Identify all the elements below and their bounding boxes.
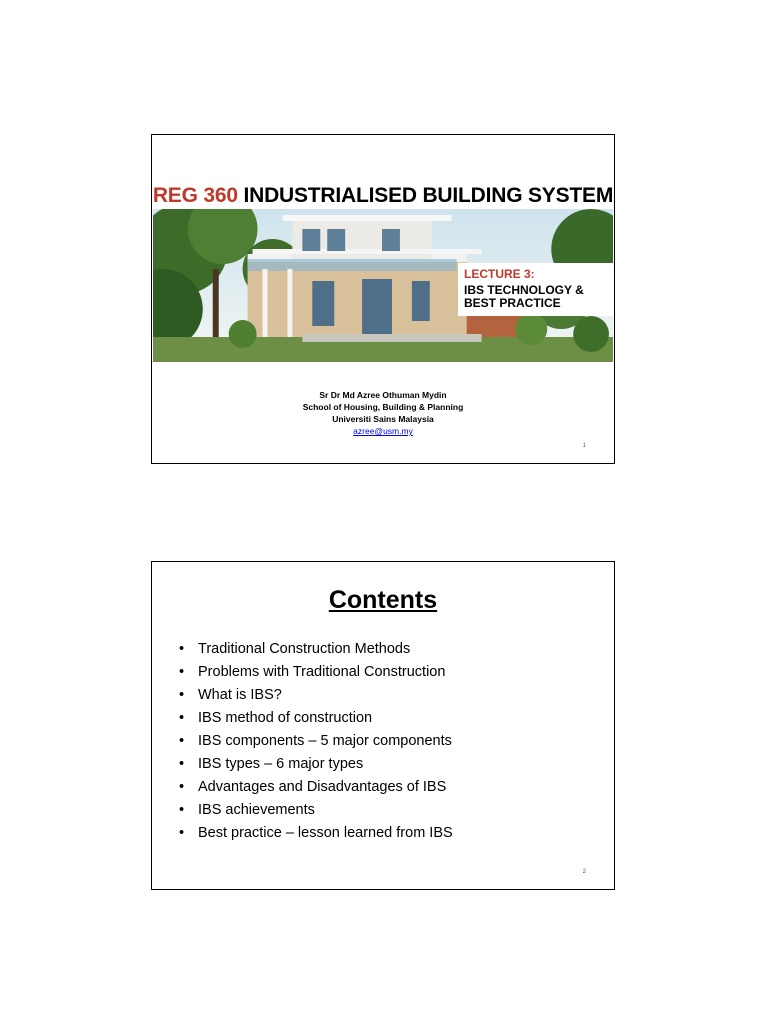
slide-2: [151, 561, 615, 890]
list-item: • Traditional Construction Methods: [179, 638, 453, 661]
list-item: • IBS types – 6 major types: [179, 753, 453, 776]
lecture-topic-line-1: IBS TECHNOLOGY &: [464, 283, 584, 297]
course-name: INDUSTRIALISED BUILDING SYSTEM: [237, 184, 614, 207]
author-block: [152, 389, 614, 437]
lecture-topic: [464, 284, 608, 310]
contents-title: Contents: [328, 586, 438, 614]
lecture-label-box: [458, 263, 614, 316]
list-item: • Best practice – lesson learned from IBS: [179, 822, 453, 845]
list-item: • Advantages and Disadvantages of IBS: [179, 776, 453, 799]
lecture-topic-line-2: BEST PRACTICE: [464, 296, 561, 310]
list-item: • Problems with Traditional Construction: [179, 661, 453, 684]
contents-list: [179, 638, 453, 845]
lecture-number: LECTURE 3:: [464, 267, 535, 281]
course-code: REG 360: [152, 184, 238, 207]
slide-title: [152, 184, 614, 208]
list-item: • IBS components – 5 major components: [179, 730, 453, 753]
list-item: • IBS achievements: [179, 799, 453, 822]
school-name: School of Housing, Building & Planning: [302, 402, 464, 412]
university-name: Universiti Sains Malaysia: [332, 414, 434, 424]
email-link[interactable]: azree@usm.my: [353, 426, 413, 436]
list-item: • IBS method of construction: [179, 707, 453, 730]
page-number: 2: [582, 869, 586, 875]
page-number: 1: [582, 443, 586, 449]
author-name: Sr Dr Md Azree Othuman Mydin: [319, 390, 447, 400]
slide-1: [151, 134, 615, 464]
list-item: • What is IBS?: [179, 684, 453, 707]
